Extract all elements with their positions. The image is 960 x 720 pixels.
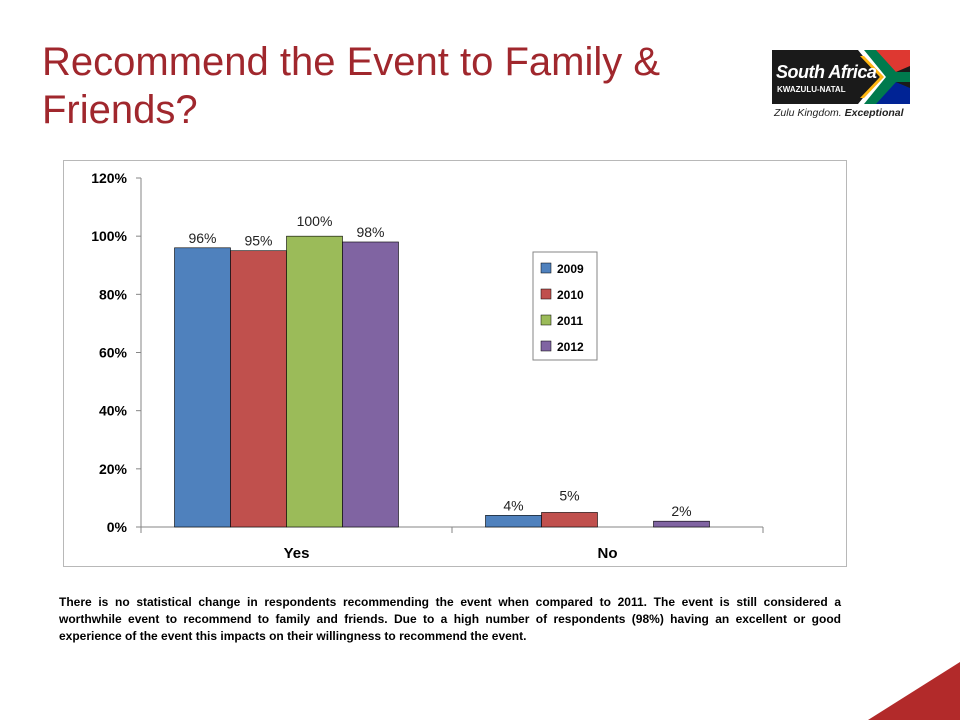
- data-label: 95%: [244, 232, 273, 249]
- legend-swatch-2009: [541, 263, 551, 273]
- caption-text: There is no statistical change in respondents recommending the event when compared to 2011. The event is still considered a worthwhile event to recommend to family and friends. Due to a high number of respondents (98%) having an excellent or good experience of the event this impacts on their willingness to recommend the event.: [59, 595, 841, 643]
- y-tick-label: 0%: [106, 519, 127, 535]
- data-label: 96%: [188, 229, 217, 246]
- legend-label-2012: 2012: [557, 340, 584, 354]
- bar-2012-yes: [343, 242, 399, 527]
- legend-label-2009: 2009: [557, 262, 584, 276]
- legend-swatch-2011: [541, 315, 551, 325]
- legend-swatch-2012: [541, 341, 551, 351]
- bar-2009-no: [486, 515, 542, 527]
- data-label: 4%: [503, 497, 524, 514]
- x-category-label: Yes: [283, 545, 310, 562]
- data-label: 100%: [296, 213, 333, 230]
- logo-tagline: [774, 107, 904, 119]
- page-title: Recommend the Event to Family & Friends?: [42, 40, 661, 132]
- south-africa-logo: [772, 50, 912, 124]
- y-tick-label: 120%: [91, 170, 127, 186]
- logo-main-text: South Africa: [776, 62, 877, 82]
- corner-decoration: [868, 662, 960, 720]
- bar-2010-no: [542, 512, 598, 527]
- legend-swatch-2010: [541, 289, 551, 299]
- data-label: 2%: [671, 503, 692, 520]
- x-category-label: No: [597, 545, 618, 562]
- bar-2010-yes: [231, 251, 287, 527]
- data-label: 98%: [356, 223, 385, 240]
- y-tick-label: 40%: [98, 402, 127, 419]
- y-tick-label: 20%: [98, 460, 127, 477]
- logo-tagline-regular: Zulu Kingdom.: [774, 107, 845, 119]
- bar-2012-no: [654, 521, 710, 527]
- logo-sub-text: KWAZULU-NATAL: [777, 85, 846, 94]
- y-tick-label: 100%: [91, 228, 127, 245]
- y-tick-label: 60%: [98, 344, 127, 361]
- bar-2009-yes: [175, 248, 231, 527]
- bar-2011-yes: [287, 236, 343, 527]
- legend-label-2011: 2011: [557, 314, 584, 328]
- bar-chart: [63, 160, 847, 567]
- legend-label-2010: 2010: [557, 288, 584, 302]
- y-tick-label: 80%: [98, 286, 127, 303]
- logo-tagline-bold: Exceptional: [844, 107, 904, 119]
- data-label: 5%: [559, 487, 580, 504]
